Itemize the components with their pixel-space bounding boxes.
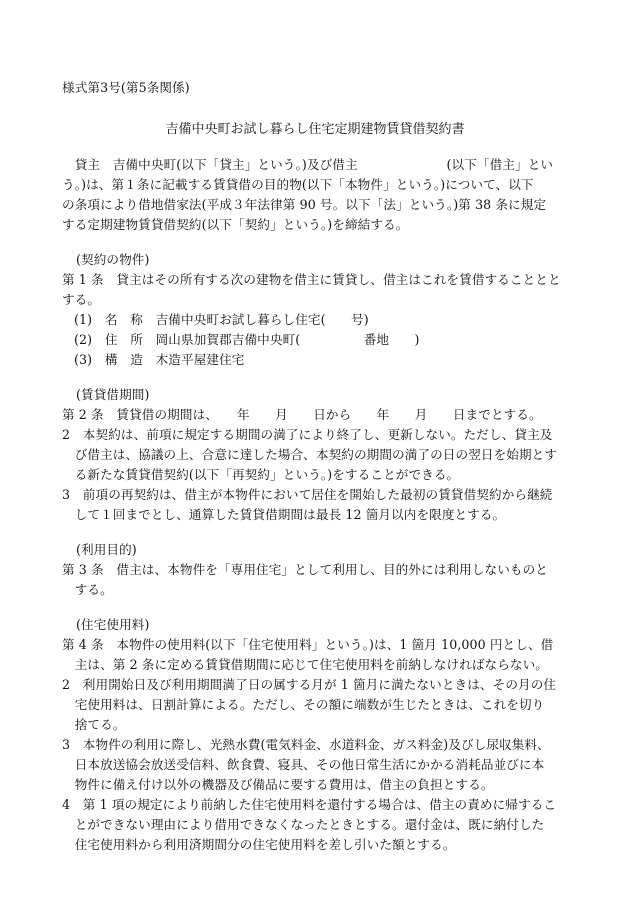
article-2-line: して１回までとし、通算した賃貸借期間は最長 12 箇月以内を限度とする。	[62, 507, 506, 522]
article-3-line: する。	[62, 582, 113, 597]
form-label: 様式第3号(第5条関係)	[62, 80, 190, 95]
article-4-line: 物件に備え付け以外の機器及び備品に要する費用は、借主の負担とする。	[62, 777, 494, 792]
article-2-line: び借主は、協議の上、合意に達した場合、本契約の期間の満了の日の翌日を始期とす	[62, 447, 558, 462]
article-4-line: 住宅使用料から利用済期間分の住宅使用料を差し引いた額とする。	[62, 837, 456, 852]
article-4-line: 捨てる。	[62, 717, 126, 732]
article-2-line: 第 2 条 賃貸借の期間は、 年 月 日から 年 月 日までとする。	[62, 407, 542, 422]
article-4-line: 第 4 条 本物件の使用料(以下「住宅使用料」という。)は、1 箇月 10,000 円とし、借	[62, 637, 554, 652]
article-1-line: する。	[62, 292, 101, 307]
article-4-line: 宅使用料は、日割計算による。ただし、その額に端数が生じたときは、これを切り	[62, 697, 545, 712]
preamble-line: う。)は、第１条に記載する賃貸借の目的物(以下「本物件」という。)について、以下	[62, 177, 534, 192]
article-1-heading: (契約の物件)	[76, 252, 150, 267]
property-structure-item: (3) 構 造 木造平屋建住宅	[74, 352, 245, 367]
article-2-line: る新たな賃貸借契約(以下「再契約」という。)をすることができる。	[62, 467, 460, 482]
article-4-line: 2 利用開始日及び利用期間満了日の属する月が 1 箇月に満たないときは、その月の住	[62, 677, 557, 692]
article-4-line: 3 本物件の利用に際し、光熱水費(電気料金、水道料金、ガス料金)及びし尿収集料、	[62, 737, 550, 752]
preamble-line: 貸主 吉備中央町(以下「貸主」という。)及び借主 (以下「借主」とい	[62, 157, 554, 172]
article-4-line: とができない理由により借用できなくなったときとする。還付金は、既に納付した	[62, 817, 545, 832]
article-2-heading: (賃貸借期間)	[76, 387, 150, 402]
article-3-heading: (利用目的)	[76, 542, 137, 557]
article-4-line: 4 第 1 項の規定により前納した住宅使用料を還付する場合は、借主の責めに帰するこ	[62, 797, 557, 812]
property-address-item: (2) 住 所 岡山県加賀郡吉備中央町( 番地 )	[74, 332, 420, 347]
article-4-line: 日本放送協会放送受信料、飲食費、寝具、その他日常生活にかかる消耗品並びに本	[62, 757, 545, 772]
preamble-line: の条項により借地借家法(平成３年法律第 90 号。以下「法」という。)第 38 条に規定	[62, 197, 547, 212]
preamble-line: する定期建物賃貸借契約(以下「契約」という。)を締結する。	[62, 217, 409, 232]
article-2-line: 3 前項の再契約は、借主が本物件において居住を開始した最初の賃貸借契約から継続	[62, 487, 553, 502]
article-3-line: 第 3 条 借主は、本物件を「専用住宅」として利用し、目的外には利用しないものと	[62, 562, 548, 577]
article-2-line: 2 本契約は、前項に規定する期間の満了により終了し、更新しない。ただし、貸主及	[62, 427, 553, 442]
article-4-line: 主は、第 2 条に定める賃貸借期間に応じて住宅使用料を前納しなければならない。	[62, 657, 548, 672]
article-1-line: 第 1 条 貸主はその所有する次の建物を借主に賃貸し、借主はこれを賃借することとと	[62, 272, 561, 287]
article-4-heading: (住宅使用料)	[76, 617, 150, 632]
property-name-item: (1) 名 称 吉備中央町お試し暮らし住宅( 号)	[74, 312, 369, 327]
document-title: 吉備中央町お試し暮らし住宅定期建物賃貸借契約書	[165, 122, 465, 137]
